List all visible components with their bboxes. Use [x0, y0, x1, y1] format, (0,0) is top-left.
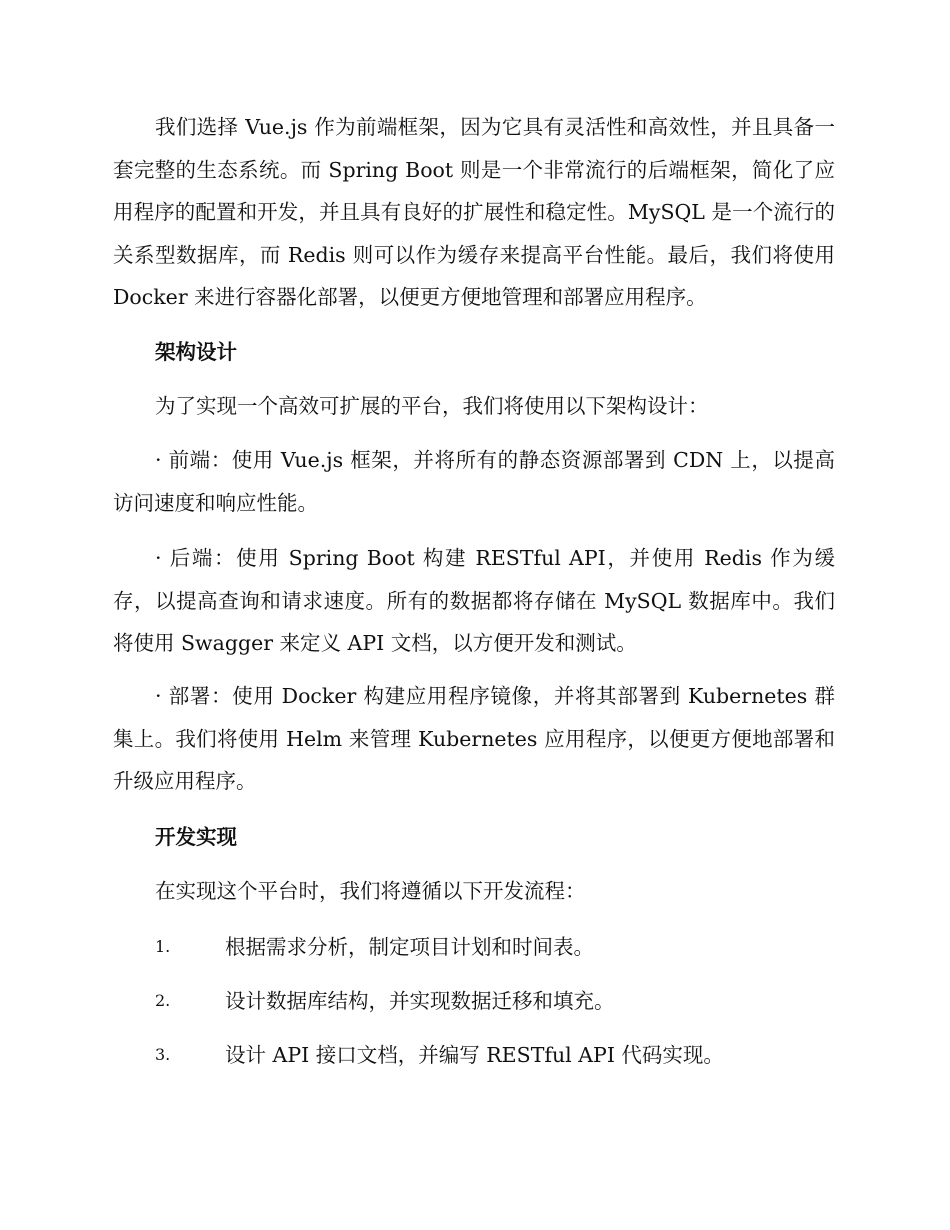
list-text: 设计数据库结构，并实现数据迁移和填充。 [225, 989, 615, 1013]
frontend-item: · 前端：使用 Vue.js 框架，并将所有的静态资源部署到 CDN 上，以提高访问速度和响应性能。 [113, 448, 835, 515]
list-text: 根据需求分析，制定项目计划和时间表。 [225, 935, 594, 959]
intro-paragraph: 我们选择 Vue.js 作为前端框架，因为它具有灵活性和高效性，并且具备一套完整的生态系统。而 Spring Boot 则是一个非常流行的后端框架，简化了应用程序的配置和开发，并且具有良好的扩展性和稳定性。MySQL 是一个流行的关系型数据库，而 Redis 则可以作为缓存来提高平台性能。最后，我们将使用 Docker 来进行容器化部署，以便更方便地管理和部署应用程序。 [113, 115, 835, 309]
backend-block [113, 537, 835, 665]
architecture-heading: 架构设计 [155, 340, 237, 364]
development-intro-block [113, 870, 835, 913]
development-heading: 开发实现 [155, 825, 237, 849]
development-intro: 在实现这个平台时，我们将遵循以下开发流程： [155, 879, 586, 903]
architecture-intro: 为了实现一个高效可扩展的平台，我们将使用以下架构设计： [155, 394, 709, 418]
deployment-block [113, 675, 835, 803]
architecture-intro-block [113, 385, 835, 428]
backend-item: · 后端：使用 Spring Boot 构建 RESTful API，并使用 Redis 作为缓存，以提高查询和请求速度。所有的数据都将存储在 MySQL 数据库中。我们将使用 Swagger 来定义 API 文档，以方便开发和测试。 [113, 546, 835, 655]
frontend-block [113, 439, 835, 524]
list-number: 1. [155, 937, 171, 956]
list-number: 3. [155, 1045, 171, 1064]
list-number: 2. [155, 991, 171, 1010]
list-text: 设计 API 接口文档，并编写 RESTful API 代码实现。 [225, 1043, 724, 1067]
deployment-item: · 部署：使用 Docker 构建应用程序镜像，并将其部署到 Kubernetes 群集上。我们将使用 Helm 来管理 Kubernetes 应用程序，以便更方便地部署和升级应用程序。 [113, 684, 835, 793]
intro-paragraph-block [113, 106, 835, 319]
